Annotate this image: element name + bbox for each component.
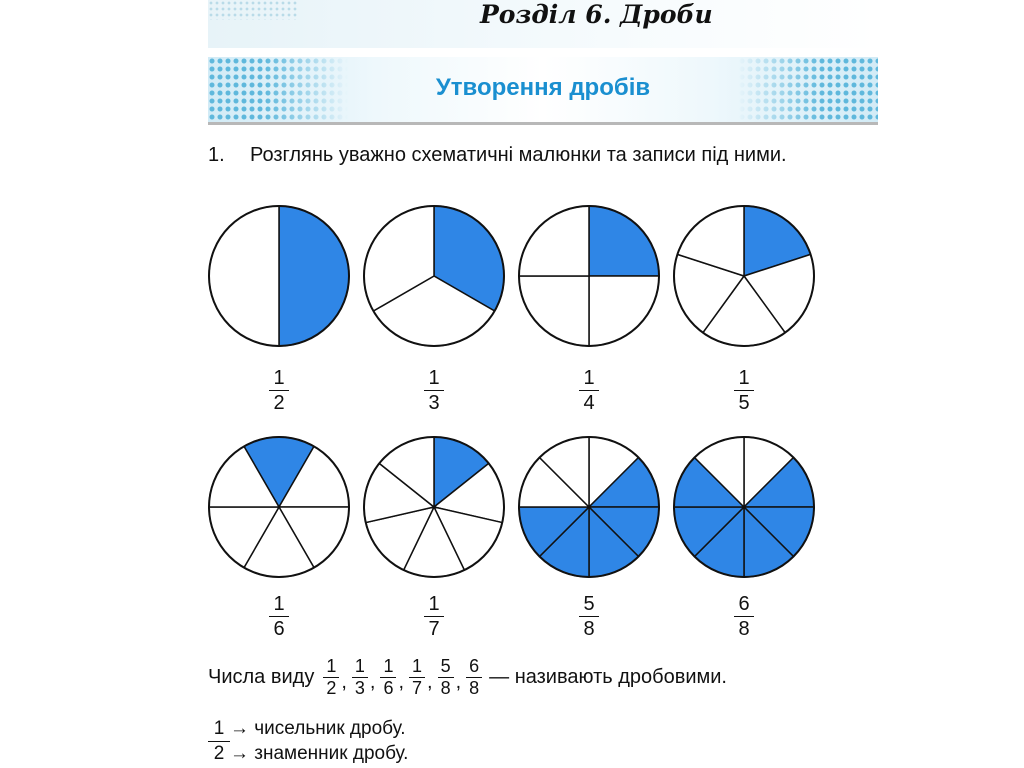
inline-fraction [380, 657, 396, 698]
denominator: 3 [428, 392, 440, 414]
figure-fraction-label [577, 368, 601, 413]
fraction-bar [269, 616, 289, 617]
figure-fraction-label [267, 368, 291, 413]
figure-fraction-label [732, 368, 756, 413]
denominator: 5 [738, 392, 750, 414]
fraction-circle-5-8 [519, 437, 659, 577]
shaded-sector [279, 206, 349, 346]
denominator: 4 [583, 392, 595, 414]
numerator: 1 [428, 367, 440, 389]
numerator: 1 [273, 593, 285, 615]
denominator: 8 [440, 677, 451, 698]
denominator: 7 [412, 677, 423, 698]
fraction-bar [734, 390, 754, 391]
numerator-note [208, 716, 408, 741]
fraction-circle-1-4 [519, 206, 659, 346]
fraction-circle-1-7 [364, 437, 504, 577]
fraction-bar [579, 390, 599, 391]
sentence-suffix: — називають дробовими. [489, 665, 727, 688]
chapter-title: Розділ 6. Дроби [480, 0, 713, 29]
denominator: 8 [469, 677, 480, 698]
numerator: 1 [383, 655, 394, 676]
sector [209, 206, 279, 346]
denominator: 8 [583, 618, 595, 640]
denominator-note [208, 741, 408, 766]
numerator: 1 [738, 367, 750, 389]
figure-fraction-label [732, 594, 756, 639]
inline-fraction [409, 657, 425, 698]
lesson-title: Утворення дробів [435, 74, 651, 101]
denominator: 6 [273, 618, 285, 640]
figure-fraction-label [577, 594, 601, 639]
fraction-bar [734, 616, 754, 617]
denominator: 6 [383, 677, 394, 698]
comma: , [369, 670, 376, 693]
note-numerator: 1 [213, 717, 225, 739]
sentence-prefix: Числа виду [208, 665, 315, 688]
numerator: 5 [583, 593, 595, 615]
inline-fraction [438, 657, 454, 698]
note-denominator: 2 [213, 742, 225, 764]
inline-fraction [323, 657, 339, 698]
comma: , [341, 670, 347, 693]
comma: , [398, 670, 405, 693]
figure-fraction-label [422, 594, 446, 639]
numerator: 1 [583, 367, 595, 389]
comma: , [455, 670, 462, 693]
denominator: 8 [738, 618, 750, 640]
fraction-bar [269, 390, 289, 391]
fraction-circle-6-8 [674, 437, 814, 577]
fraction-circle-1-3 [364, 206, 504, 346]
fraction-bar [579, 616, 599, 617]
denominator: 2 [273, 392, 285, 414]
numerator: 1 [428, 593, 440, 615]
fraction-circle-1-6 [209, 437, 349, 577]
denominator: 7 [428, 618, 440, 640]
numerator: 1 [412, 655, 423, 676]
figure-fraction-label [267, 594, 291, 639]
denominator: 2 [326, 677, 337, 698]
fraction-bar [424, 616, 444, 617]
task-number: 1. [208, 144, 225, 166]
numerator: 1 [273, 367, 285, 389]
fraction-circle-1-5 [674, 206, 814, 346]
fraction-circle-1-2 [209, 206, 349, 346]
sentence [208, 652, 727, 702]
denominator-label: → знаменник дробу. [230, 742, 409, 764]
inline-fraction [466, 657, 482, 698]
numerator: 1 [326, 655, 337, 676]
numerator: 5 [440, 655, 451, 676]
numerator: 1 [354, 655, 365, 676]
denominator: 3 [354, 677, 365, 698]
comma: , [427, 670, 433, 693]
note-fraction-bar [208, 741, 230, 742]
numerator: 6 [469, 655, 480, 676]
figure-fraction-label [422, 368, 446, 413]
numerator: 6 [738, 593, 750, 615]
numerator-label: → чисельник дробу. [230, 717, 406, 739]
fraction-notes [208, 716, 408, 766]
sentence-fractions [322, 657, 483, 698]
inline-fraction [352, 657, 368, 698]
task-text: Розглянь уважно схематичні малюнки та записи під ними. [250, 144, 787, 166]
fraction-bar [424, 390, 444, 391]
